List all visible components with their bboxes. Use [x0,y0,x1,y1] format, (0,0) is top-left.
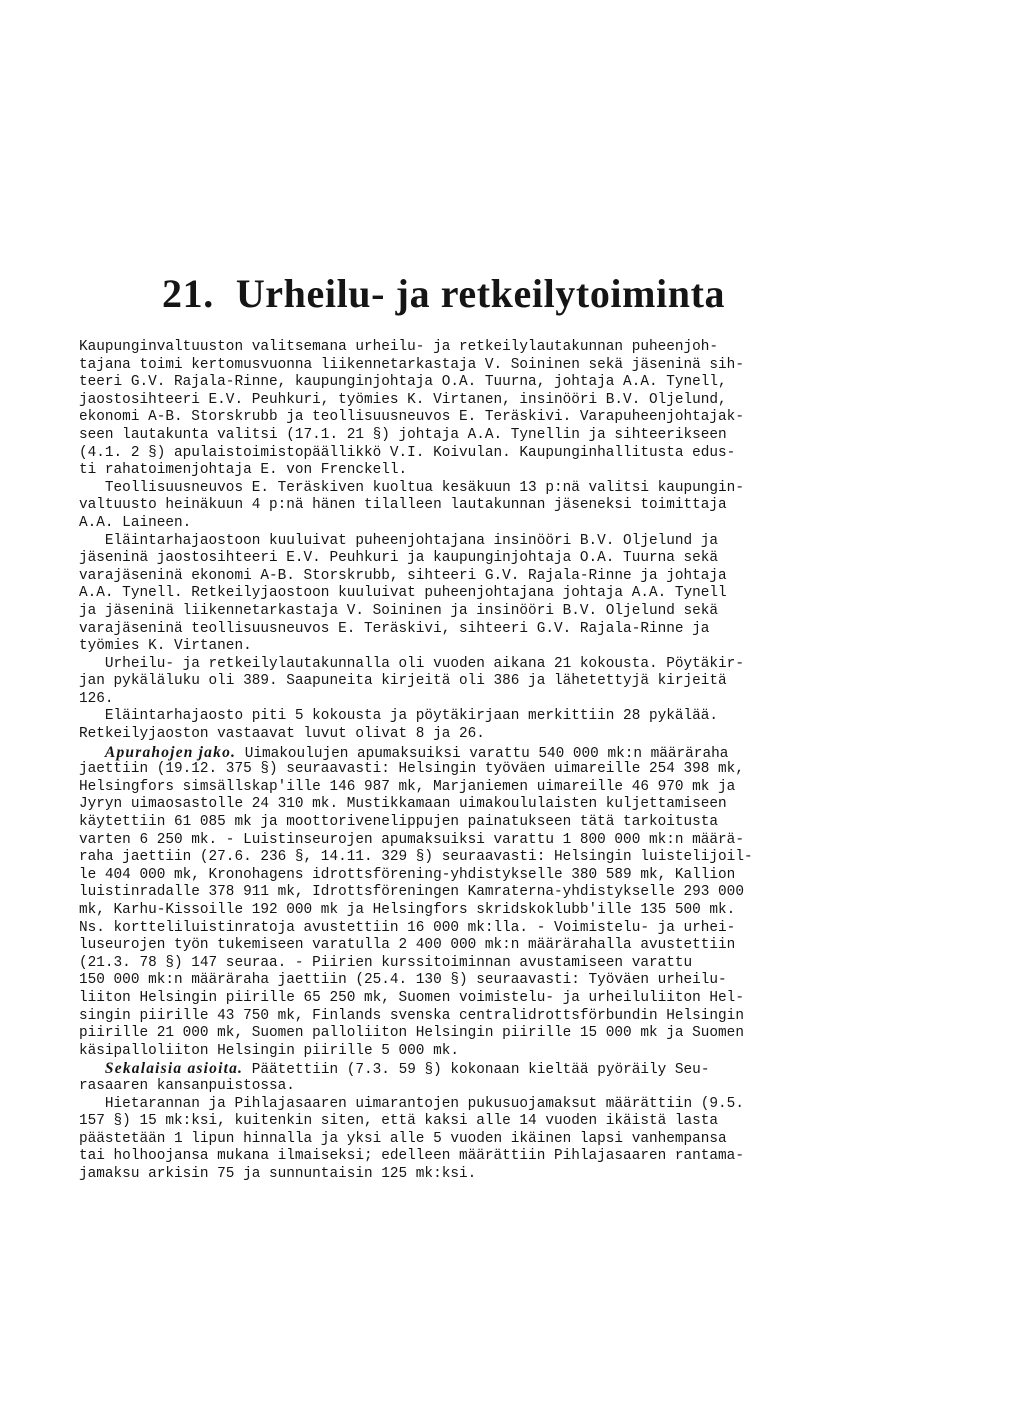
text-line: teeri G.V. Rajala-Rinne, kaupunginjohtaja O.A. Tuurna, johtaja A.A. Tynell, [79,374,727,391]
text-line: tai holhoojansa mukana ilmaiseksi; edelleen määrättiin Pihlajasaaren rantama- [79,1148,744,1165]
text-line: (21.3. 78 §) 147 seuraa. - Piirien kurssitoiminnan avustamiseen varattu [79,954,693,971]
section-title: Urheilu- ja retkeilytoiminta [235,271,726,316]
text-line: piirille 21 000 mk, Suomen palloliiton Helsingin piirille 15 000 mk ja Suomen [79,1025,744,1042]
text-line: A.A. Laineen. [79,514,192,531]
text-line: käytettiin 61 085 mk ja moottorivenelippujen painatukseen tätä tarkoitusta [79,814,719,831]
text-line: singin piirille 43 750 mk, Finlands svenska centralidrottsförbundin Helsingin [79,1007,744,1024]
text-line [79,744,839,762]
text-line: Urheilu- ja retkeilylautakunnalla oli vuoden aikana 21 kokousta. Pöytäkir- [79,655,744,672]
text-line: ti rahatoimenjohtaja E. von Frenckell. [79,462,408,479]
text-line: 126. [79,690,114,707]
section-number: 21. [162,271,214,316]
text-line: varajäseninä ekonomi A-B. Storskrubb, sihteeri G.V. Rajala-Rinne ja johtaja [79,567,727,584]
text-line: Eläintarhajaostoon kuuluivat puheenjohtajana insinööri B.V. Oljelund ja [79,532,719,549]
text-line: (4.1. 2 §) apulaistoimistopäällikkö V.I. Koivulan. Kaupunginhallitusta edus- [79,444,736,461]
text-line: jaettiin (19.12. 375 §) seuraavasti: Helsingin työväen uimareille 254 398 mk, [79,761,744,778]
text-line: Teollisuusneuvos E. Teräskiven kuoltua kesäkuun 13 p:nä valitsi kaupungin- [79,479,744,496]
text-line: liiton Helsingin piirille 65 250 mk, Suomen voimistelu- ja urheiluliiton Hel- [79,989,744,1006]
body-text [79,339,839,1184]
text-line: 157 §) 15 mk:ksi, kuitenkin siten, että kaksi alle 14 vuoden ikäistä lasta [79,1113,719,1130]
text-line: luistinradalle 378 911 mk, Idrottsföreningen Kamraterna-yhdistykselle 293 000 [79,884,744,901]
text-line: Helsingfors simsällskap'ille 146 987 mk, Marjaniemen uimareille 46 970 mk ja [79,778,736,795]
text-line: Jyryn uimaosastolle 24 310 mk. Mustikkamaan uimakoululaisten kuljettamiseen [79,796,727,813]
text-line: jan pykäläluku oli 389. Saapuneita kirjeitä oli 386 ja lähetettyjä kirjeitä [79,673,727,690]
text-line-content: Päätettiin (7.3. 59 §) kokonaan kieltää pyöräily Seu- [243,1062,710,1079]
text-line: mk, Karhu-Kissoille 192 000 mk ja Helsingfors skridskoklubb'ille 135 500 mk. [79,902,736,918]
text-line [79,1060,839,1078]
text-line: rasaaren kansanpuistossa. [79,1077,295,1094]
text-line: valtuusto heinäkuun 4 p:nä hänen tilalleen lautakunnan jäseneksi toimittaja [79,497,727,514]
text-line: jäseninä jaostosihteeri E.V. Peuhkuri ja kaupunginjohtaja O.A. Tuurna sekä [79,550,719,567]
text-line: ekonomi A-B. Storskrubb ja teollisuusneuvos E. Teräskivi. Varapuheenjohtajak- [79,409,744,426]
text-line: käsipalloliiton Helsingin piirille 5 000 mk. [79,1042,459,1059]
text-line: ja jäseninä liikennetarkastaja V. Soininen ja insinööri B.V. Oljelund sekä [79,602,719,619]
subsection-lead: Sekalaisia asioita. [104,1060,244,1078]
text-line: varten 6 250 mk. - Luistinseurojen apumaksuiksi varattu 1 800 000 mk:n määrä- [79,831,744,848]
section-heading [162,270,862,318]
text-line: työmies K. Virtanen. [79,638,252,655]
subsection-lead: Apurahojen jako. [104,743,237,761]
text-line: luseurojen työn tukemiseen varatulla 2 400 000 mk:n määrärahalla avustettiin [79,937,736,954]
text-line: päästetään 1 lipun hinnalla ja yksi alle 5 vuoden ikäinen lapsi vanhempansa [79,1130,727,1147]
text-line-content: Uimakoulujen apumaksuiksi varattu 540 000 mk:n määräraha [236,745,729,762]
text-line: Hietarannan ja Pihlajasaaren uimarantojen pukusuojamaksut määrättiin (9.5. [79,1095,744,1112]
text-line: raha jaettiin (27.6. 236 §, 14.11. 329 §) seuraavasti: Helsingin luistelijoil- [79,849,753,866]
text-line: jamaksu arkisin 75 ja sunnuntaisin 125 mk:ksi. [79,1165,477,1182]
text-line: jaostosihteeri E.V. Peuhkuri, työmies K. Virtanen, insinööri B.V. Oljelund, [79,391,727,408]
text-line: varajäseninä teollisuusneuvos E. Teräskivi, sihteeri G.V. Rajala-Rinne ja [79,620,710,637]
text-line: Kaupunginvaltuuston valitsemana urheilu- ja retkeilylautakunnan puheenjoh- [79,339,719,355]
text-line: tajana toimi kertomusvuonna liikennetarkastaja V. Soininen sekä jäseninä sih- [79,356,744,373]
text-line: seen lautakunta valitsi (17.1. 21 §) johtaja A.A. Tynellin ja sihteerikseen [79,426,727,443]
text-line: A.A. Tynell. Retkeilyjaostoon kuuluivat puheenjohtajana johtaja A.A. Tynell [79,585,727,602]
text-line: Eläintarhajaosto piti 5 kokousta ja pöytäkirjaan merkittiin 28 pykälää. [79,708,719,725]
text-line: le 404 000 mk, Kronohagens idrottsförening-yhdistykselle 380 589 mk, Kallion [79,866,736,883]
text-line: Ns. kortteliluistinratoja avustettiin 16 000 mk:lla. - Voimistelu- ja urhei- [79,919,736,936]
text-line: Retkeilyjaoston vastaavat luvut olivat 8 ja 26. [79,726,485,743]
text-line: 150 000 mk:n määräraha jaettiin (25.4. 130 §) seuraavasti: Työväen urheilu- [79,972,727,989]
